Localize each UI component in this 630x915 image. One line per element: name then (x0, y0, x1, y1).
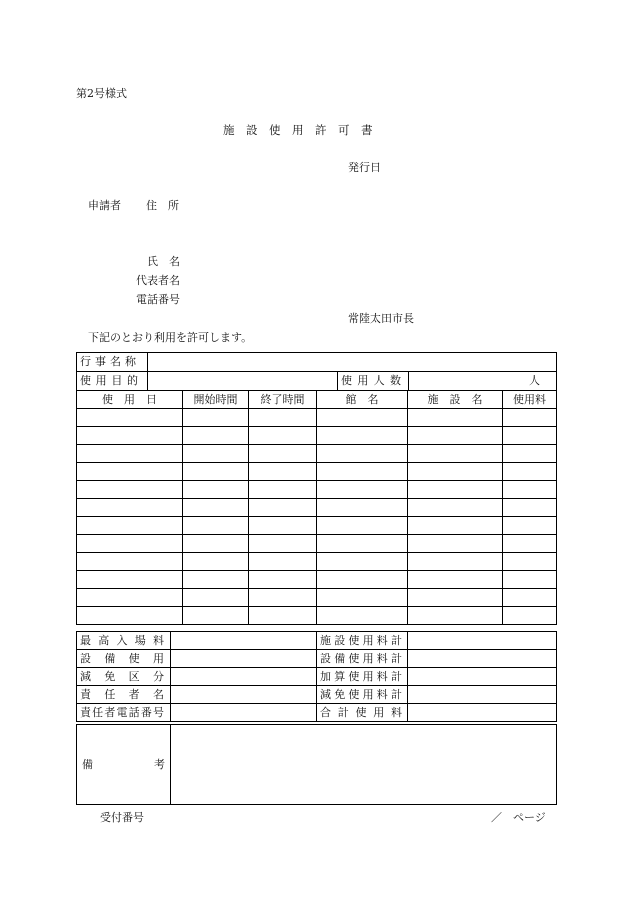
usage-row (77, 553, 557, 571)
usage-header-row (77, 391, 557, 409)
building-name-cell[interactable] (317, 427, 408, 445)
start-time-cell[interactable] (183, 463, 249, 481)
event-info-table (76, 352, 557, 391)
facility-name-cell[interactable] (408, 553, 503, 571)
usage-row (77, 481, 557, 499)
building-name-cell[interactable] (317, 589, 408, 607)
issuer-name: 常陸太田市長 (348, 312, 414, 325)
end-time-header: 終了時間 (249, 391, 317, 409)
building-name-cell[interactable] (317, 571, 408, 589)
equipment-fee-total-label: 設備使用料計 (317, 650, 408, 668)
building-name-cell[interactable] (317, 481, 408, 499)
usage-date-cell[interactable] (77, 535, 183, 553)
facility-name-cell[interactable] (408, 607, 503, 625)
start-time-cell[interactable] (183, 607, 249, 625)
start-time-cell[interactable] (183, 517, 249, 535)
usage-fee-cell[interactable] (503, 535, 557, 553)
usage-table (76, 390, 557, 625)
end-time-cell[interactable] (249, 409, 317, 427)
equipment-use-field[interactable] (171, 650, 317, 668)
facility-name-cell[interactable] (408, 481, 503, 499)
end-time-cell[interactable] (249, 463, 317, 481)
facility-name-header: 施 設 名 (408, 391, 503, 409)
building-name-cell[interactable] (317, 607, 408, 625)
usage-date-cell[interactable] (77, 427, 183, 445)
facility-name-cell[interactable] (408, 571, 503, 589)
building-name-cell[interactable] (317, 463, 408, 481)
exemption-category-field[interactable] (171, 668, 317, 686)
name-label: 氏 名 (147, 255, 180, 268)
end-time-cell[interactable] (249, 445, 317, 463)
usage-row (77, 409, 557, 427)
attendees-unit: 人 (529, 374, 541, 387)
building-name-cell[interactable] (317, 445, 408, 463)
usage-fee-cell[interactable] (503, 517, 557, 535)
form-number: 第2号様式 (76, 87, 127, 100)
end-time-cell[interactable] (249, 427, 317, 445)
building-name-header: 館 名 (317, 391, 408, 409)
exemption-fee-total-label: 減免使用料計 (317, 686, 408, 704)
facility-fee-total-field[interactable] (408, 632, 557, 650)
summary-row (77, 704, 557, 722)
usage-row (77, 517, 557, 535)
facility-name-cell[interactable] (408, 409, 503, 427)
start-time-cell[interactable] (183, 535, 249, 553)
event-name-row (77, 353, 557, 372)
usage-fee-cell[interactable] (503, 553, 557, 571)
remarks-row (77, 725, 557, 805)
usage-fee-header: 使用料 (503, 391, 557, 409)
start-time-cell[interactable] (183, 571, 249, 589)
grand-total-label: 合計使用料 (317, 704, 408, 722)
summary-row (77, 686, 557, 704)
start-time-cell[interactable] (183, 481, 249, 499)
usage-row (77, 607, 557, 625)
facility-name-cell[interactable] (408, 517, 503, 535)
grand-total-field[interactable] (408, 704, 557, 722)
usage-date-cell[interactable] (77, 553, 183, 571)
usage-row (77, 535, 557, 553)
facility-name-cell[interactable] (408, 445, 503, 463)
event-name-label: 行事名称 (77, 353, 148, 372)
end-time-cell[interactable] (249, 553, 317, 571)
building-name-cell[interactable] (317, 553, 408, 571)
usage-fee-cell[interactable] (503, 445, 557, 463)
building-name-cell[interactable] (317, 535, 408, 553)
building-name-cell[interactable] (317, 409, 408, 427)
usage-date-cell[interactable] (77, 445, 183, 463)
start-time-header: 開始時間 (183, 391, 249, 409)
end-time-cell[interactable] (249, 499, 317, 517)
applicant-label: 申請者 (88, 199, 121, 212)
receipt-number-label: 受付番号 (100, 811, 144, 824)
start-time-cell[interactable] (183, 445, 249, 463)
start-time-cell[interactable] (183, 553, 249, 571)
exemption-fee-total-field[interactable] (408, 686, 557, 704)
facility-name-cell[interactable] (408, 589, 503, 607)
end-time-cell[interactable] (249, 589, 317, 607)
usage-date-header: 使 用 日 (77, 391, 183, 409)
summary-row (77, 632, 557, 650)
start-time-cell[interactable] (183, 499, 249, 517)
facility-name-cell[interactable] (408, 427, 503, 445)
usage-fee-cell[interactable] (503, 499, 557, 517)
max-admission-field[interactable] (171, 632, 317, 650)
building-name-cell[interactable] (317, 517, 408, 535)
end-time-cell[interactable] (249, 607, 317, 625)
usage-row (77, 499, 557, 517)
remarks-label-right: 考 (154, 757, 165, 771)
summary-row (77, 650, 557, 668)
building-name-cell[interactable] (317, 499, 408, 517)
facility-name-cell[interactable] (408, 463, 503, 481)
usage-fee-cell[interactable] (503, 589, 557, 607)
responsible-phone-field[interactable] (171, 704, 317, 722)
usage-row (77, 589, 557, 607)
facility-fee-total-label: 施設使用料計 (317, 632, 408, 650)
usage-row (77, 571, 557, 589)
facility-name-cell[interactable] (408, 499, 503, 517)
remarks-label-left: 備 (82, 757, 93, 771)
remarks-label (77, 725, 171, 805)
usage-row (77, 463, 557, 481)
purpose-label: 使用目的 (77, 372, 148, 391)
attendees-field[interactable] (409, 372, 557, 391)
surcharge-fee-total-field[interactable] (408, 668, 557, 686)
issue-date-label: 発行日 (348, 161, 381, 174)
attendees-label: 使用人数 (338, 372, 409, 391)
facility-name-cell[interactable] (408, 535, 503, 553)
remarks-table (76, 724, 557, 805)
permit-statement: 下記のとおり利用を許可します。 (88, 331, 253, 344)
event-name-field[interactable] (148, 353, 557, 372)
purpose-row (77, 372, 557, 391)
usage-date-cell[interactable] (77, 499, 183, 517)
page-number-label: ／ ページ (491, 811, 546, 824)
representative-label: 代表者名 (136, 274, 180, 287)
usage-fee-cell[interactable] (503, 571, 557, 589)
remarks-field[interactable] (171, 725, 557, 805)
usage-date-cell[interactable] (77, 589, 183, 607)
max-admission-label: 最高入場料 (77, 632, 171, 650)
usage-fee-cell[interactable] (503, 409, 557, 427)
surcharge-fee-total-label: 加算使用料計 (317, 668, 408, 686)
start-time-cell[interactable] (183, 589, 249, 607)
summary-row (77, 668, 557, 686)
usage-fee-cell[interactable] (503, 427, 557, 445)
exemption-category-label: 減免区分 (77, 668, 171, 686)
usage-fee-cell[interactable] (503, 481, 557, 499)
usage-row (77, 427, 557, 445)
end-time-cell[interactable] (249, 535, 317, 553)
usage-row (77, 445, 557, 463)
responsible-person-field[interactable] (171, 686, 317, 704)
usage-fee-cell[interactable] (503, 463, 557, 481)
end-time-cell[interactable] (249, 517, 317, 535)
usage-date-cell[interactable] (77, 571, 183, 589)
responsible-phone-label: 責任者電話番号 (77, 704, 171, 722)
responsible-person-label: 責任者名 (77, 686, 171, 704)
purpose-field[interactable] (148, 372, 338, 391)
equipment-use-label: 設備使用 (77, 650, 171, 668)
start-time-cell[interactable] (183, 409, 249, 427)
summary-table (76, 631, 557, 722)
end-time-cell[interactable] (249, 571, 317, 589)
address-label: 住 所 (146, 199, 179, 212)
usage-date-cell[interactable] (77, 409, 183, 427)
end-time-cell[interactable] (249, 481, 317, 499)
usage-date-cell[interactable] (77, 517, 183, 535)
usage-fee-cell[interactable] (503, 607, 557, 625)
equipment-fee-total-field[interactable] (408, 650, 557, 668)
usage-date-cell[interactable] (77, 481, 183, 499)
usage-date-cell[interactable] (77, 607, 183, 625)
document-title: 施 設 使 用 許 可 書 (223, 123, 373, 137)
usage-date-cell[interactable] (77, 463, 183, 481)
start-time-cell[interactable] (183, 427, 249, 445)
phone-label: 電話番号 (136, 293, 180, 306)
